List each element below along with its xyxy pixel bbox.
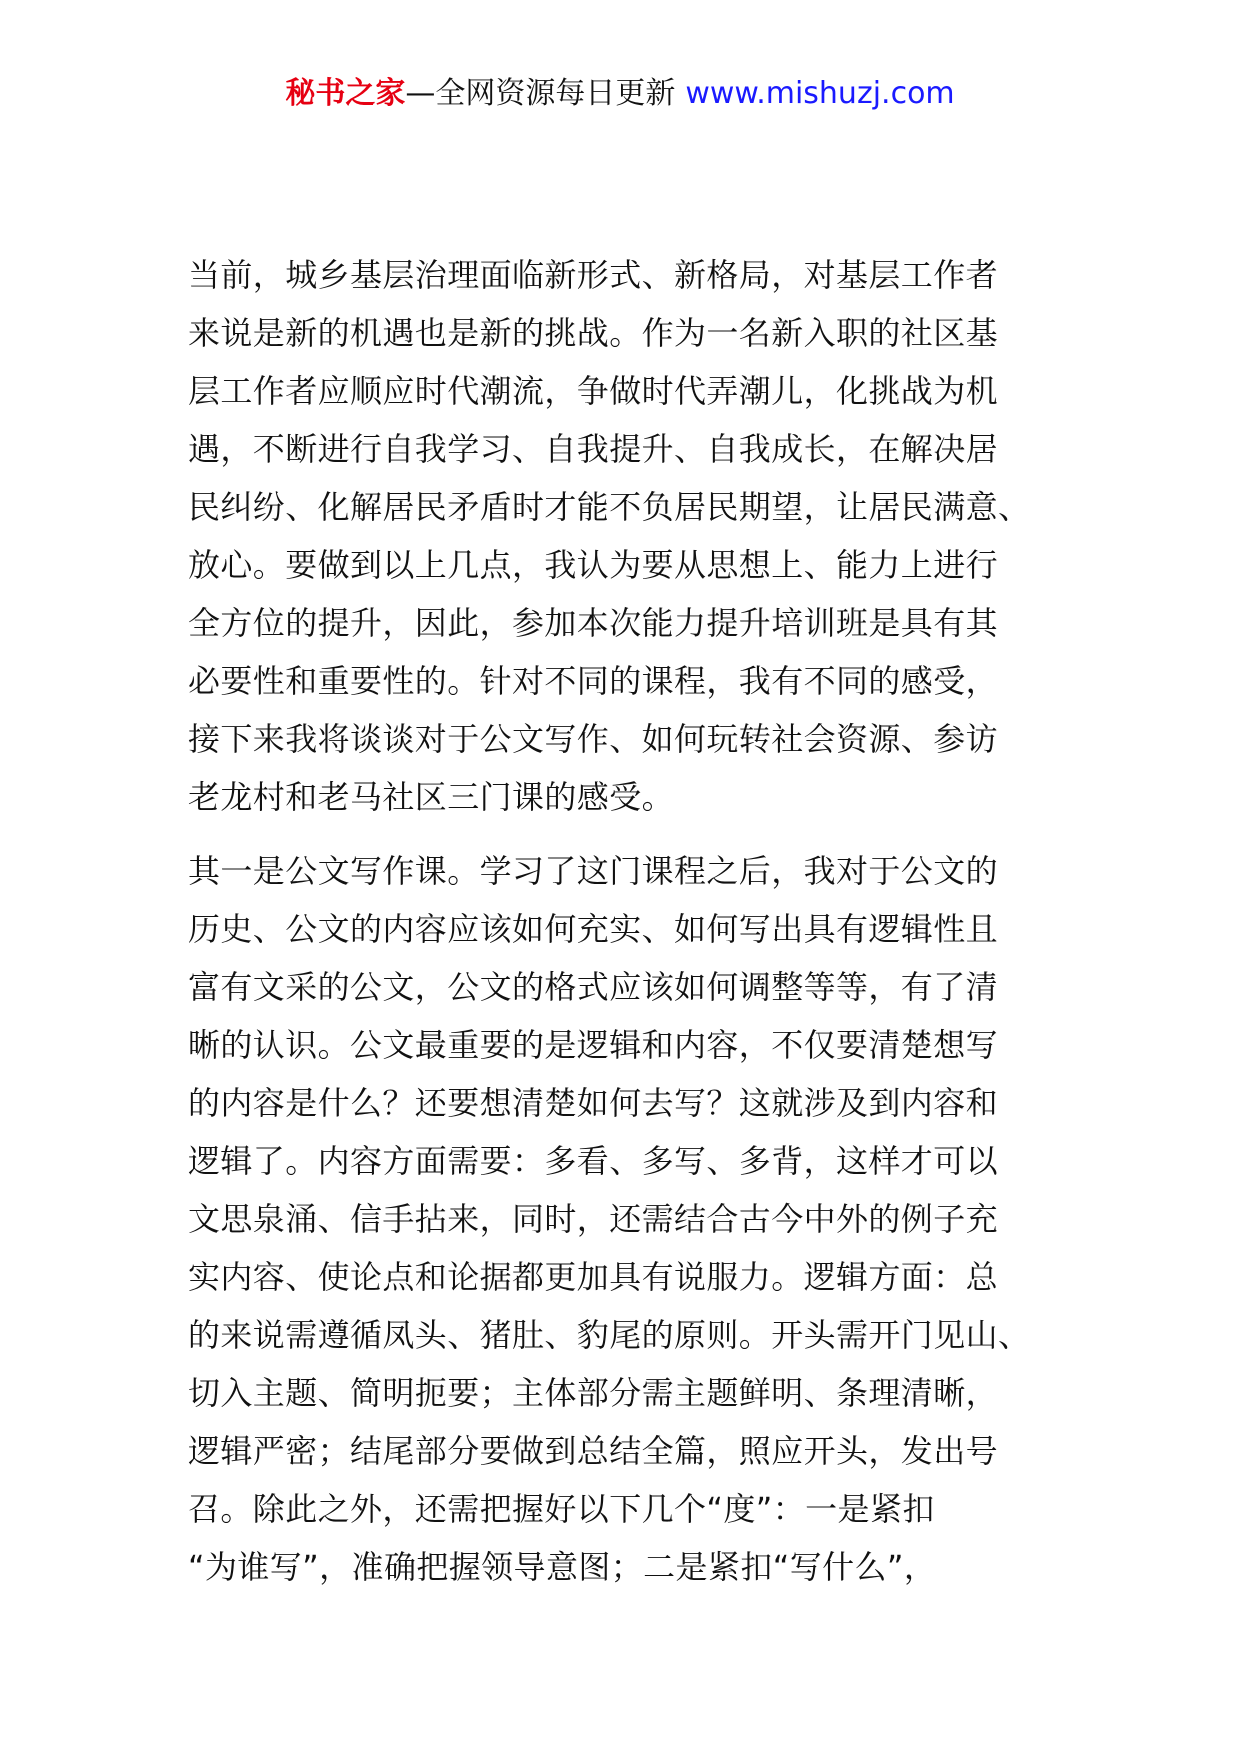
paragraph-2	[188, 842, 1068, 1596]
text-line: 逻辑了。内容方面需要：多看、多写、多背，这样才可以	[188, 1142, 999, 1180]
text-line: 实内容、使论点和论据都更加具有说服力。逻辑方面：总	[188, 1258, 999, 1296]
text-line: 逻辑严密；结尾部分要做到总结全篇，照应开头，发出号	[188, 1432, 999, 1470]
text-line: 文思泉涌、信手拈来，同时，还需结合古今中外的例子充	[188, 1200, 999, 1238]
text-line: 民纠纷、化解居民矛盾时才能不负居民期望，让居民满意、	[188, 488, 1031, 526]
text-line: 来说是新的机遇也是新的挑战。作为一名新入职的社区基	[188, 314, 999, 352]
text-line: 晰的认识。公文最重要的是逻辑和内容，不仅要清楚想写	[188, 1026, 999, 1064]
text-line: 召。除此之外，还需把握好以下几个“度”：一是紧扣	[188, 1490, 935, 1528]
text-line: 其一是公文写作课。学习了这门课程之后，我对于公文的	[188, 852, 999, 890]
header-slogan: —全网资源每日更新	[405, 76, 676, 111]
paragraph-1	[188, 246, 1068, 826]
text-line: 放心。要做到以上几点，我认为要从思想上、能力上进行	[188, 546, 999, 584]
text-line: 历史、公文的内容应该如何充实、如何写出具有逻辑性且	[188, 910, 999, 948]
text-line: 遇，不断进行自我学习、自我提升、自我成长，在解决居	[188, 430, 999, 468]
site-url-link[interactable]: www.mishuzj.com	[685, 76, 955, 111]
text-line: 老龙村和老马社区三门课的感受。	[188, 778, 675, 816]
text-line: 接下来我将谈谈对于公文写作、如何玩转社会资源、参访	[188, 720, 999, 758]
page-header	[0, 72, 1240, 116]
text-line: 必要性和重要性的。针对不同的课程，我有不同的感受，	[188, 662, 999, 700]
text-line: 当前，城乡基层治理面临新形式、新格局，对基层工作者	[188, 256, 999, 294]
text-line: “为谁写”，准确把握领导意图；二是紧扣“写什么”，	[188, 1548, 937, 1586]
brand-name: 秘书之家	[285, 76, 406, 111]
text-line: 全方位的提升，因此，参加本次能力提升培训班是具有其	[188, 604, 999, 642]
text-line: 层工作者应顺应时代潮流，争做时代弄潮儿，化挑战为机	[188, 372, 999, 410]
text-line: 的来说需遵循凤头、猪肚、豹尾的原则。开头需开门见山、	[188, 1316, 1031, 1354]
text-line: 富有文采的公文，公文的格式应该如何调整等等，有了清	[188, 968, 999, 1006]
document-body	[188, 246, 1068, 1612]
text-line: 的内容是什么？还要想清楚如何去写？这就涉及到内容和	[188, 1084, 999, 1122]
text-line: 切入主题、简明扼要；主体部分需主题鲜明、条理清晰，	[188, 1374, 999, 1412]
